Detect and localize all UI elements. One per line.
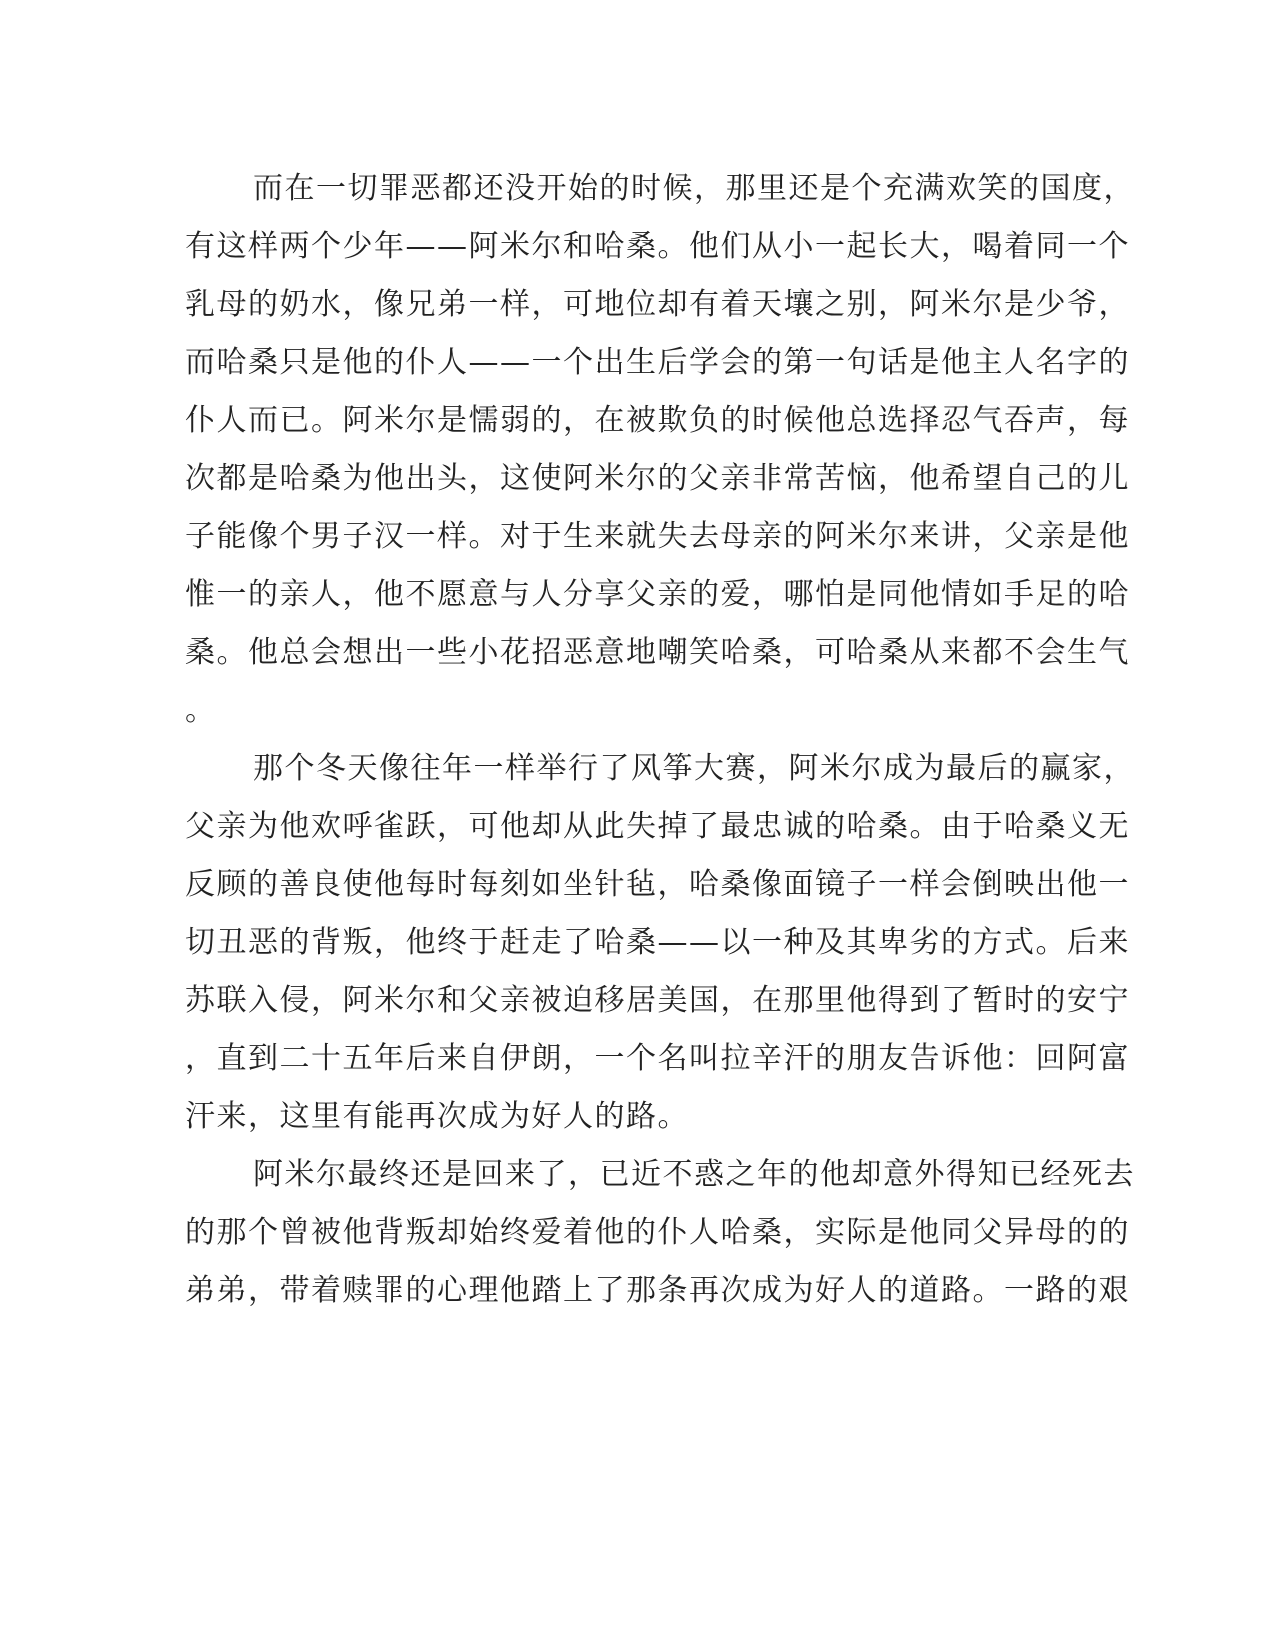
text-line: 弟弟，带着赎罪的心理他踏上了那条再次成为好人的道路。一路的艰 [185,1273,1130,1308]
text-line: 那个冬天像往年一样举行了风筝大赛，阿米尔成为最后的赢家， [253,751,1135,786]
text-line: 仆人而已。阿米尔是懦弱的，在被欺负的时候他总选择忍气吞声，每 [185,403,1130,438]
text-line: 而在一切罪恶都还没开始的时候，那里还是个充满欢笑的国度， [253,171,1135,206]
text-line: 反顾的善良使他每时每刻如坐针毡，哈桑像面镜子一样会倒映出他一 [185,867,1130,902]
text-line: 而哈桑只是他的仆人——一个出生后学会的第一句话是他主人名字的 [185,345,1130,380]
paragraph-3 [185,1146,1135,1320]
text-line: 。 [185,693,217,728]
text-line: 父亲为他欢呼雀跃，可他却从此失掉了最忠诚的哈桑。由于哈桑义无 [185,809,1130,844]
text-line: ，直到二十五年后来自伊朗，一个名叫拉辛汗的朋友告诉他：回阿富 [185,1041,1130,1076]
text-line: 惟一的亲人，他不愿意与人分享父亲的爱，哪怕是同他情如手足的哈 [185,577,1130,612]
paragraph-1 [185,160,1135,740]
text-line: 次都是哈桑为他出头，这使阿米尔的父亲非常苦恼，他希望自己的儿 [185,461,1130,496]
text-line: 有这样两个少年——阿米尔和哈桑。他们从小一起长大，喝着同一个 [185,229,1130,264]
paragraph-2 [185,740,1135,1146]
text-line: 的那个曾被他背叛却始终爱着他的仆人哈桑，实际是他同父异母的的 [185,1215,1130,1250]
text-line: 桑。他总会想出一些小花招恶意地嘲笑哈桑，可哈桑从来都不会生气 [185,635,1130,670]
text-line: 汗来，这里有能再次成为好人的路。 [185,1099,689,1134]
text-line: 切丑恶的背叛，他终于赶走了哈桑——以一种及其卑劣的方式。后来 [185,925,1130,960]
text-line: 子能像个男子汉一样。对于生来就失去母亲的阿米尔来讲，父亲是他 [185,519,1130,554]
text-line: 乳母的奶水，像兄弟一样，可地位却有着天壤之别，阿米尔是少爷， [185,287,1130,322]
text-line: 阿米尔最终还是回来了，已近不惑之年的他却意外得知已经死去 [253,1157,1135,1192]
text-line: 苏联入侵，阿米尔和父亲被迫移居美国，在那里他得到了暂时的安宁 [185,983,1130,1018]
body-text [185,160,1135,1320]
